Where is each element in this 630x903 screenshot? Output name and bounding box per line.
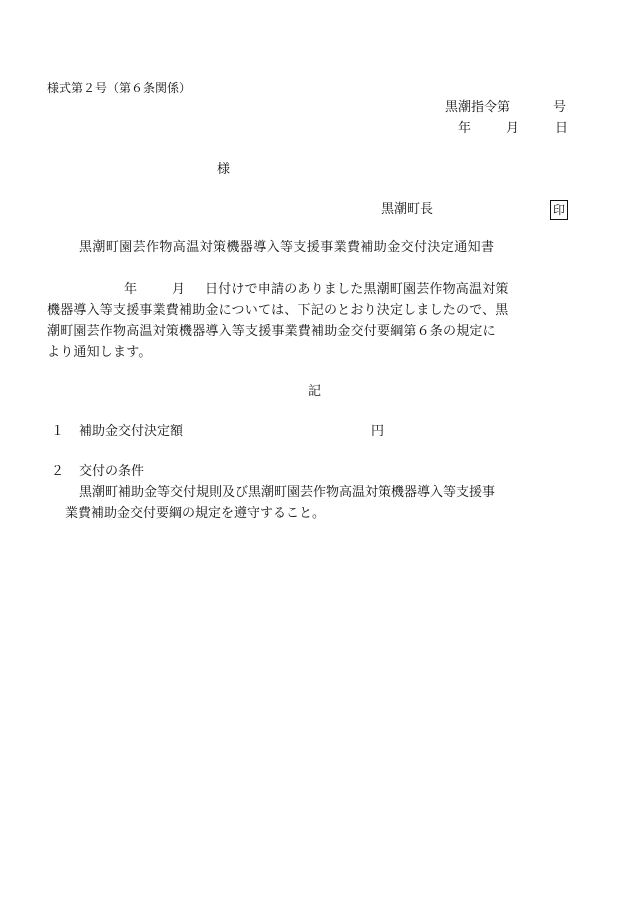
body-line-2: 機器導入等支援事業費補助金については、下記のとおり決定しましたので、黒 <box>47 303 509 318</box>
issue-date <box>458 122 568 136</box>
date-day: 日 <box>555 121 569 136</box>
document-title: 黒潮町園芸作物高温対策機器導入等支援事業費補助金交付決定通知書 <box>79 240 495 255</box>
body-line-1-rest: 日付けで申請のありました黒潮町園芸作物高温対策 <box>205 282 509 297</box>
form-number: 様式第２号（第６条関係） <box>47 81 192 95</box>
item-2-text-line-1: 黒潮町補助金等交付規則及び黒潮町園芸作物高温対策機器導入等支援事 <box>79 485 496 500</box>
ki-heading: 記 <box>308 384 322 399</box>
item-2-number: ２ <box>51 464 65 479</box>
command-number-suffix: 号 <box>553 100 567 115</box>
seal-stamp-box: 印 <box>550 200 568 220</box>
date-month: 月 <box>506 121 520 136</box>
body-line-1 <box>47 283 577 297</box>
body-line-3: 潮町園芸作物高温対策機器導入等支援事業費補助金交付要綱第６条の規定に <box>47 324 496 339</box>
item-1-label: 補助金交付決定額 <box>79 424 184 439</box>
sender-name: 黒潮町長 <box>381 202 434 217</box>
date-year: 年 <box>458 121 472 136</box>
addressee-suffix: 様 <box>217 162 231 177</box>
item-2-label: 交付の条件 <box>79 464 145 479</box>
body-line-4: より通知します。 <box>47 345 152 360</box>
item-1-number: １ <box>51 424 65 439</box>
body-year: 年 <box>124 282 138 297</box>
command-number-label: 黒潮指令第 <box>445 100 511 115</box>
item-1-unit: 円 <box>371 424 385 439</box>
item-2-text-line-2: 業費補助金交付要綱の規定を遵守すること。 <box>65 506 326 521</box>
body-month: 月 <box>172 282 186 297</box>
